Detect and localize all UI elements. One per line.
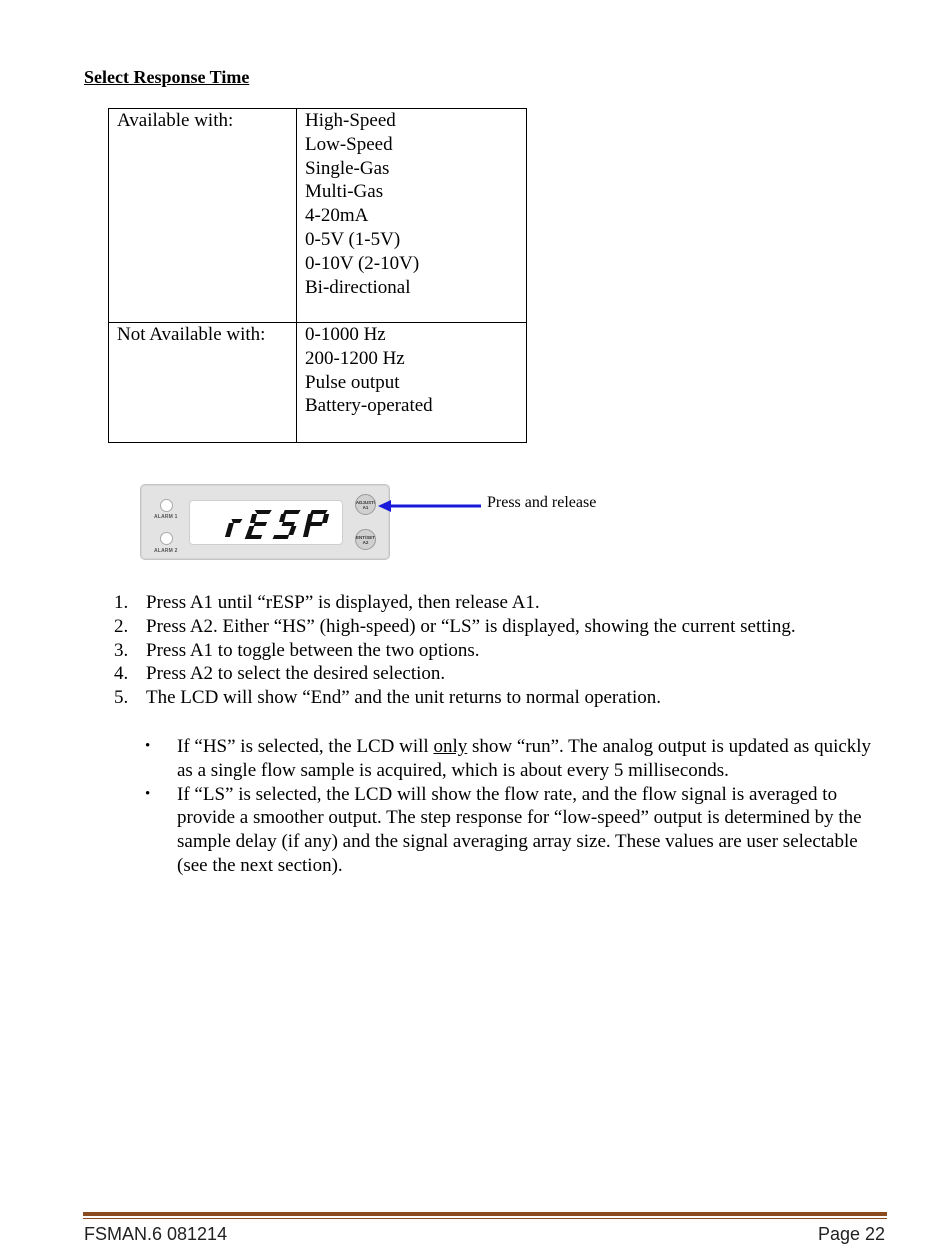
bullet-icon: • (145, 738, 151, 754)
list-item: 0-10V (2-10V) (305, 252, 420, 274)
footer-rule (83, 1212, 887, 1216)
not-available-items (297, 323, 527, 443)
list-item: Bi-directional (305, 276, 411, 298)
step-number: 4. (114, 663, 129, 685)
list-item (114, 686, 914, 710)
step-text: Press A1 to toggle between the two options. (146, 639, 480, 661)
alarm1-led-icon (160, 499, 173, 512)
list-item: Battery-operated (305, 395, 433, 417)
notes-list (145, 735, 880, 878)
step-number: 5. (114, 687, 129, 709)
list-item: Pulse output (305, 371, 400, 393)
list-item: 0-5V (1-5V) (305, 228, 401, 250)
available-items (297, 109, 527, 323)
available-label: Available with: (109, 109, 297, 323)
step-text: Press A1 until “rESP” is displayed, then release A1. (146, 592, 540, 613)
ls-note: If “LS” is selected, the LCD will show the flow rate, and the flow signal is averaged to provide a smoother output. The step response for “low-speed” output is determined by the sample delay (if any) and the signal averaging array size. These values are user selectable (see the next section). (177, 783, 862, 876)
callout-label: Press and release (487, 494, 597, 511)
list-item: High-Speed (305, 110, 396, 131)
hs-note-text: If “HS” is selected, the LCD will (177, 736, 434, 757)
step-number: 3. (114, 639, 129, 661)
list-item: 0-1000 Hz (305, 324, 386, 345)
hs-note (177, 735, 880, 783)
alarm1-label: ALARM 1 (154, 514, 178, 520)
step-number: 2. (114, 615, 129, 637)
step-list (114, 591, 914, 710)
step-text: Press A2 to select the desired selection. (146, 663, 446, 685)
step-text: Press A2. Either “HS” (high-speed) or “LS” is displayed, showing the current setting. (146, 615, 796, 637)
alarm2-label: ALARM 2 (154, 548, 178, 554)
list-item (114, 591, 914, 615)
list-item (145, 783, 880, 878)
availability-table (108, 108, 527, 443)
not-available-label: Not Available with: (109, 323, 297, 443)
list-item: Single-Gas (305, 157, 390, 179)
list-item (145, 735, 880, 783)
step-text: The LCD will show “End” and the unit returns to normal operation. (146, 687, 661, 709)
footer-rule-thin (83, 1218, 887, 1219)
alarm2-led-icon (160, 532, 173, 545)
list-item: Multi-Gas (305, 181, 384, 203)
ent-set-a2-button: ENT/SET A2 (355, 529, 376, 550)
table-row (109, 323, 527, 443)
list-item (114, 662, 914, 686)
page-number: Page 22 (817, 1224, 885, 1244)
step-number: 1. (114, 592, 129, 613)
section-title: Select Response Time (84, 67, 250, 87)
arrow-left-icon (378, 499, 482, 513)
meter-front-panel (140, 484, 390, 560)
list-item: Low-Speed (305, 133, 393, 155)
lcd-resp-icon (190, 501, 342, 544)
hs-note-emphasis: only (433, 736, 468, 757)
list-item: 200-1200 Hz (305, 347, 405, 369)
document-id: FSMAN.6 081214 (84, 1224, 228, 1244)
table-row (109, 109, 527, 323)
hs-note-text-end: show “run”. The analog output is updated as quickly as a single flow sample is acquired, which is about every 5 milliseconds. (177, 736, 872, 781)
lcd-display (189, 500, 343, 545)
list-item (114, 615, 914, 639)
bullet-icon: • (145, 785, 151, 802)
list-item: 4-20mA (305, 205, 369, 227)
list-item (114, 639, 914, 663)
adjust-a1-button: ADJUST/ A1 (355, 494, 376, 515)
